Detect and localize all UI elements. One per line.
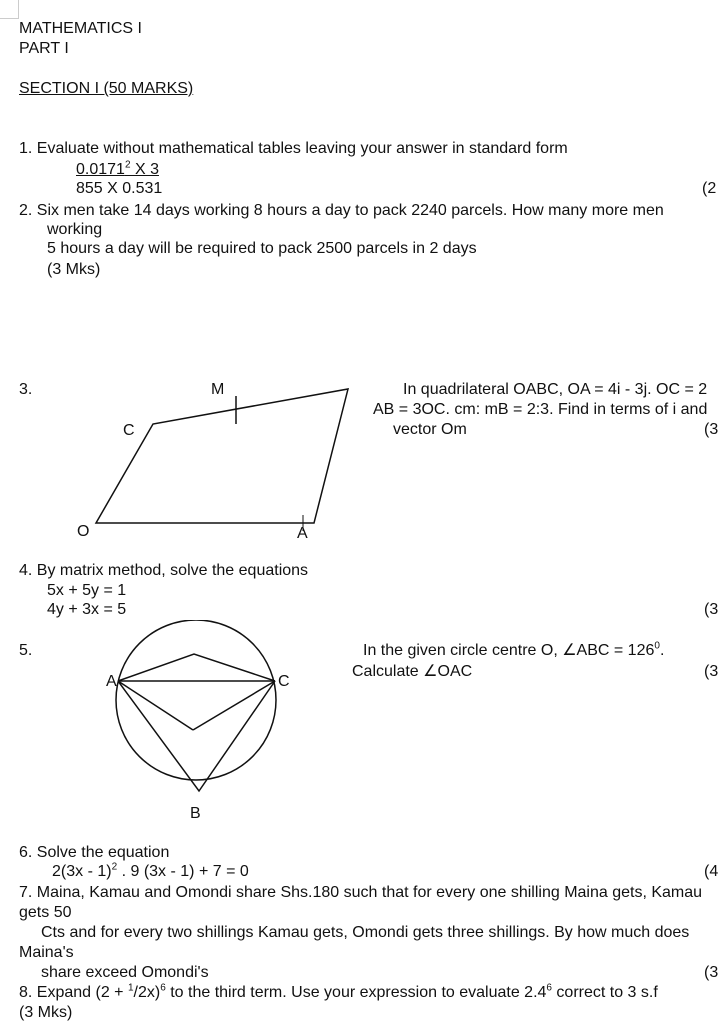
- page-corner-mark: [0, 0, 19, 19]
- label-c: C: [278, 673, 290, 690]
- question-6-text: 6. Solve the equation: [19, 844, 170, 861]
- question-7-marks: (3: [704, 964, 719, 981]
- label-a: A: [106, 673, 117, 690]
- question-3-number: 3.: [19, 381, 33, 398]
- question-3-line-3: vector Om: [393, 421, 467, 438]
- lines-a-b-c: [118, 681, 275, 791]
- circle-diagram: [100, 620, 300, 820]
- question-2-line-2: working: [47, 221, 103, 238]
- question-5-line-1: In the given circle centre O, ∠ABC = $126^0$.: [363, 640, 665, 659]
- question-4-equation-1: 5x + 5y = 1: [47, 582, 127, 599]
- question-3-marks: (3: [704, 421, 719, 438]
- question-1-text: 1. Evaluate without mathematical tables leaving your answer in standard form: [19, 140, 568, 157]
- question-2-line-3: 5 hours a day will be required to pack 2500 parcels in 2 days: [47, 240, 477, 257]
- triangle-a-o-c: [118, 654, 275, 681]
- label-o: O: [77, 523, 90, 540]
- question-4-text: 4. By matrix method, solve the equations: [19, 562, 309, 579]
- question-1-marks: (2: [702, 180, 717, 197]
- question-2-line-1: 2. Six men take 14 days working 8 hours a day to pack 2240 parcels. How many more men: [19, 202, 664, 219]
- question-8-marks: (3 Mks): [19, 1004, 73, 1021]
- question-6-marks: (4: [704, 863, 719, 880]
- question-7-line-2: gets 50: [19, 904, 72, 921]
- question-6-equation: 2(3x - 1)$^2$ . 9 (3x - 1) + 7 = 0: [52, 861, 249, 880]
- question-4-marks: (3: [704, 601, 719, 618]
- chord-c-lower: [193, 681, 275, 730]
- quadrilateral-diagram: [0, 370, 360, 550]
- circle-outline: [116, 620, 276, 780]
- question-7-line-3: Cts and for every two shillings Kamau gets, Omondi gets three shillings. By how much does: [41, 924, 690, 941]
- question-8-text: 8. Expand $(2 + ^1/2x)^6$ to the third term. Use your expression to evaluate $2.4^6$ correct to 3 s.f: [19, 982, 658, 1001]
- question-1-denominator: 855 X 0.531: [76, 180, 163, 197]
- quadrilateral-oabc: [96, 389, 348, 523]
- question-5-line-2: Calculate ∠OAC: [352, 663, 473, 680]
- question-1-numerator: 0.0171$^2$ X 3: [76, 159, 159, 178]
- chord-a-lower: [118, 681, 193, 730]
- part-title: PART I: [19, 40, 69, 57]
- label-m: M: [211, 381, 225, 398]
- question-7-line-5: share exceed Omondi's: [41, 964, 209, 981]
- question-2-marks: (3 Mks): [47, 261, 101, 278]
- label-b: B: [190, 805, 201, 820]
- question-4-equation-2: 4y + 3x = 5: [47, 601, 127, 618]
- label-a: A: [297, 525, 308, 542]
- question-5-number: 5.: [19, 642, 33, 659]
- question-5-marks: (3: [704, 663, 719, 680]
- subject-title: MATHEMATICS I: [19, 20, 142, 37]
- question-7-line-4: Maina's: [19, 944, 74, 961]
- question-3-line-1: In quadrilateral OABC, OA = 4i - 3j. OC = 2: [403, 381, 708, 398]
- label-c: C: [123, 422, 135, 439]
- question-7-line-1: 7. Maina, Kamau and Omondi share Shs.180 such that for every one shilling Maina gets, Kamau: [19, 884, 703, 901]
- section-heading: SECTION I (50 MARKS): [19, 80, 194, 97]
- question-3-line-2: AB = 3OC. cm: mB = 2:3. Find in terms of i and: [373, 401, 708, 418]
